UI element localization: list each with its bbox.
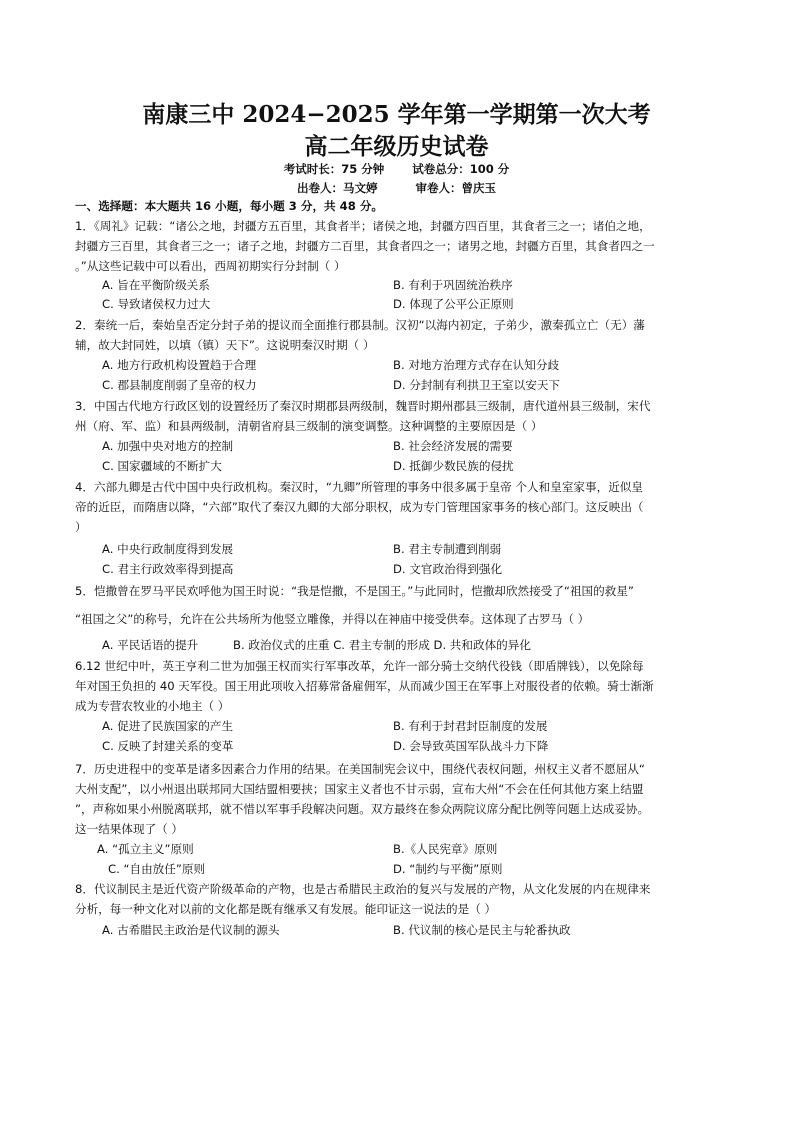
question-text-line: 分析，每一种文化对以前的文化都是既有继承又有发展。能印证这一说法的是（ ） (75, 902, 497, 916)
option-d[interactable]: D. 会导致英国军队战斗力下降 (393, 739, 549, 753)
option-a[interactable]: A. 古希腊民主政治是代议制的源头 (102, 923, 280, 937)
section-heading: 一、选择题：本大题共 16 小题，每小题 3 分，共 48 分。 (75, 199, 384, 213)
option-c[interactable]: C. “自由放任”原则 (108, 862, 206, 876)
option-a[interactable]: A. 加强中央对地方的控制 (102, 439, 234, 453)
option-d[interactable]: D. 分封制有利拱卫王室以安天下 (393, 378, 561, 392)
question-text-line: 3．中国古代地方行政区划的设置经历了秦汉时期郡县两级制，魏晋时期州郡县三级制，唐代道州县三级制，宋代 (75, 399, 651, 413)
question-text-line: 7．历史进程中的变革是诸多因素合力作用的结果。在美国制宪会议中，围绕代表权问题，州权主义者不愿屈从“ (75, 762, 645, 776)
exam-reviewer: 审卷人：曾庆玉 (415, 181, 497, 195)
question-text-line: 帝的近臣，而隋唐以降，“六部”取代了秦汉九卿的大部分职权，成为专门管理国家事务的核心部门。这反映出（ (75, 500, 644, 514)
option-c[interactable]: C. 反映了封建关系的变革 (102, 739, 234, 753)
option-d[interactable]: D. 体现了公平公正原则 (393, 297, 514, 311)
question-text-line: 辅，故大封同姓，以填（镇）天下”。这说明秦汉时期（ ） (75, 338, 375, 352)
question-text-line: 年对国王负担的 40 天军役。国王用此项收入招募常备雇佣军，从而减少国王在军事上对服役者的依赖。骑士渐渐 (75, 679, 654, 693)
option-row-inline[interactable]: A. 平民话语的提升 B. 政治仪式的庄重 C. 君主专制的形成 D. 共和政体的异化 (102, 638, 531, 652)
question-text-line: 8．代议制民主是近代资产阶级革命的产物，也是古希腊民主政治的复兴与发展的产物，从文化发展的内在规律来 (75, 882, 651, 896)
option-b[interactable]: B. 君主专制遭到削弱 (393, 542, 502, 556)
option-b[interactable]: B. 代议制的核心是民主与轮番执政 (393, 923, 571, 937)
option-d[interactable]: D. 文官政治得到强化 (393, 562, 503, 576)
option-a[interactable]: A. 促进了民族国家的产生 (102, 719, 234, 733)
exam-title-line1: 南康三中 2024−2025 学年第一学期第一次大考 (142, 101, 651, 128)
question-text-line: 州（府、军、监）和县两级制，清朝省府县三级制的演变调整。这种调整的主要原因是（ ） (75, 419, 543, 433)
exam-author: 出卷人：马文婷 (296, 181, 378, 195)
option-b[interactable]: B. 对地方治理方式存在认知分歧 (393, 358, 560, 372)
option-b[interactable]: B.《人民宪章》原则 (393, 842, 498, 856)
question-text-line: 6.12 世纪中叶，英王亨利二世为加强王权而实行军事改革，允许一部分骑士交纳代役钱（即盾牌钱），以免除每 (75, 659, 644, 673)
option-b[interactable]: B. 有利于巩固统治秩序 (393, 278, 513, 292)
question-text-line: ”，声称如果小州脱离联邦，就不惜以军事手段解决问题。双方最终在参众两院议席分配比例等问题上达成妥协。 (75, 802, 650, 816)
question-text-line: 封疆方三百里，其食者三之一；诸子之地，封疆方二百里，其食者四之一；诸男之地，封疆方百里，其食者四之一 (75, 239, 655, 253)
exam-duration: 考试时长：75 分钟 (283, 162, 385, 176)
option-a[interactable]: A. 旨在平衡阶级关系 (102, 278, 210, 292)
question-text-line: 这一结果体现了（ ） (75, 822, 184, 836)
option-a[interactable]: A. 中央行政制度得到发展 (102, 542, 234, 556)
option-d[interactable]: D. “制约与平衡”原则 (393, 862, 503, 876)
question-text-line: 2．秦统一后，秦始皇否定分封子弟的提议而全面推行郡县制。汉初“以海内初定，子弟少，激秦孤立亡（无）藩 (75, 318, 645, 332)
exam-total-score: 试卷总分：100 分 (412, 162, 510, 176)
question-text-line: 成为专营农牧业的小地主（ ） (75, 699, 230, 713)
question-text-line: ） (75, 520, 87, 534)
question-text-line: 5．恺撒曾在罗马平民欢呼他为国王时说：“我是恺撒，不是国王。”与此同时，恺撒却欣然接受了“祖国的救星” (75, 584, 634, 598)
option-c[interactable]: C. 郡县制度削弱了皇帝的权力 (102, 378, 257, 392)
exam-info-row1 (0, 161, 793, 177)
question-text-line: 1．《周礼》记载：“诸公之地，封疆方五百里，其食者半；诸侯之地，封疆方四百里，其食者三之一；诸伯之地， (75, 219, 651, 233)
option-a[interactable]: A. “孤立主义”原则 (97, 842, 194, 856)
option-c[interactable]: C. 君主行政效率得到提高 (102, 562, 234, 576)
exam-info-row2 (0, 180, 793, 196)
question-text-line: 。”从这些记载中可以看出，西周初期实行分封制（ ） (75, 259, 346, 273)
option-a[interactable]: A. 地方行政机构设置趋于合理 (102, 358, 257, 372)
question-text-line: 4．六部九卿是古代中国中央行政机构。秦汉时，“九卿”所管理的事务中很多属于皇帝 个人和皇室家事，近似皇 (75, 480, 643, 494)
option-c[interactable]: C. 国家疆域的不断扩大 (102, 459, 222, 473)
option-b[interactable]: B. 社会经济发展的需要 (393, 439, 513, 453)
option-c[interactable]: C. 导致诸侯权力过大 (102, 297, 211, 311)
option-b[interactable]: B. 有利于封君封臣制度的发展 (393, 719, 548, 733)
exam-title-line2: 高二年级历史试卷 (304, 133, 489, 160)
option-d[interactable]: D. 抵御少数民族的侵扰 (393, 459, 514, 473)
question-text-line: 大州支配”，以小州退出联邦同大国结盟相要挟；国家主义者也不甘示弱，宣布大州“不会在任何其他方案上结盟 (75, 782, 644, 796)
question-text-line: “祖国之父”的称号，允许在公共场所为他竖立雕像，并得以在神庙中接受供奉。这体现了古罗马（ ） (75, 612, 590, 626)
